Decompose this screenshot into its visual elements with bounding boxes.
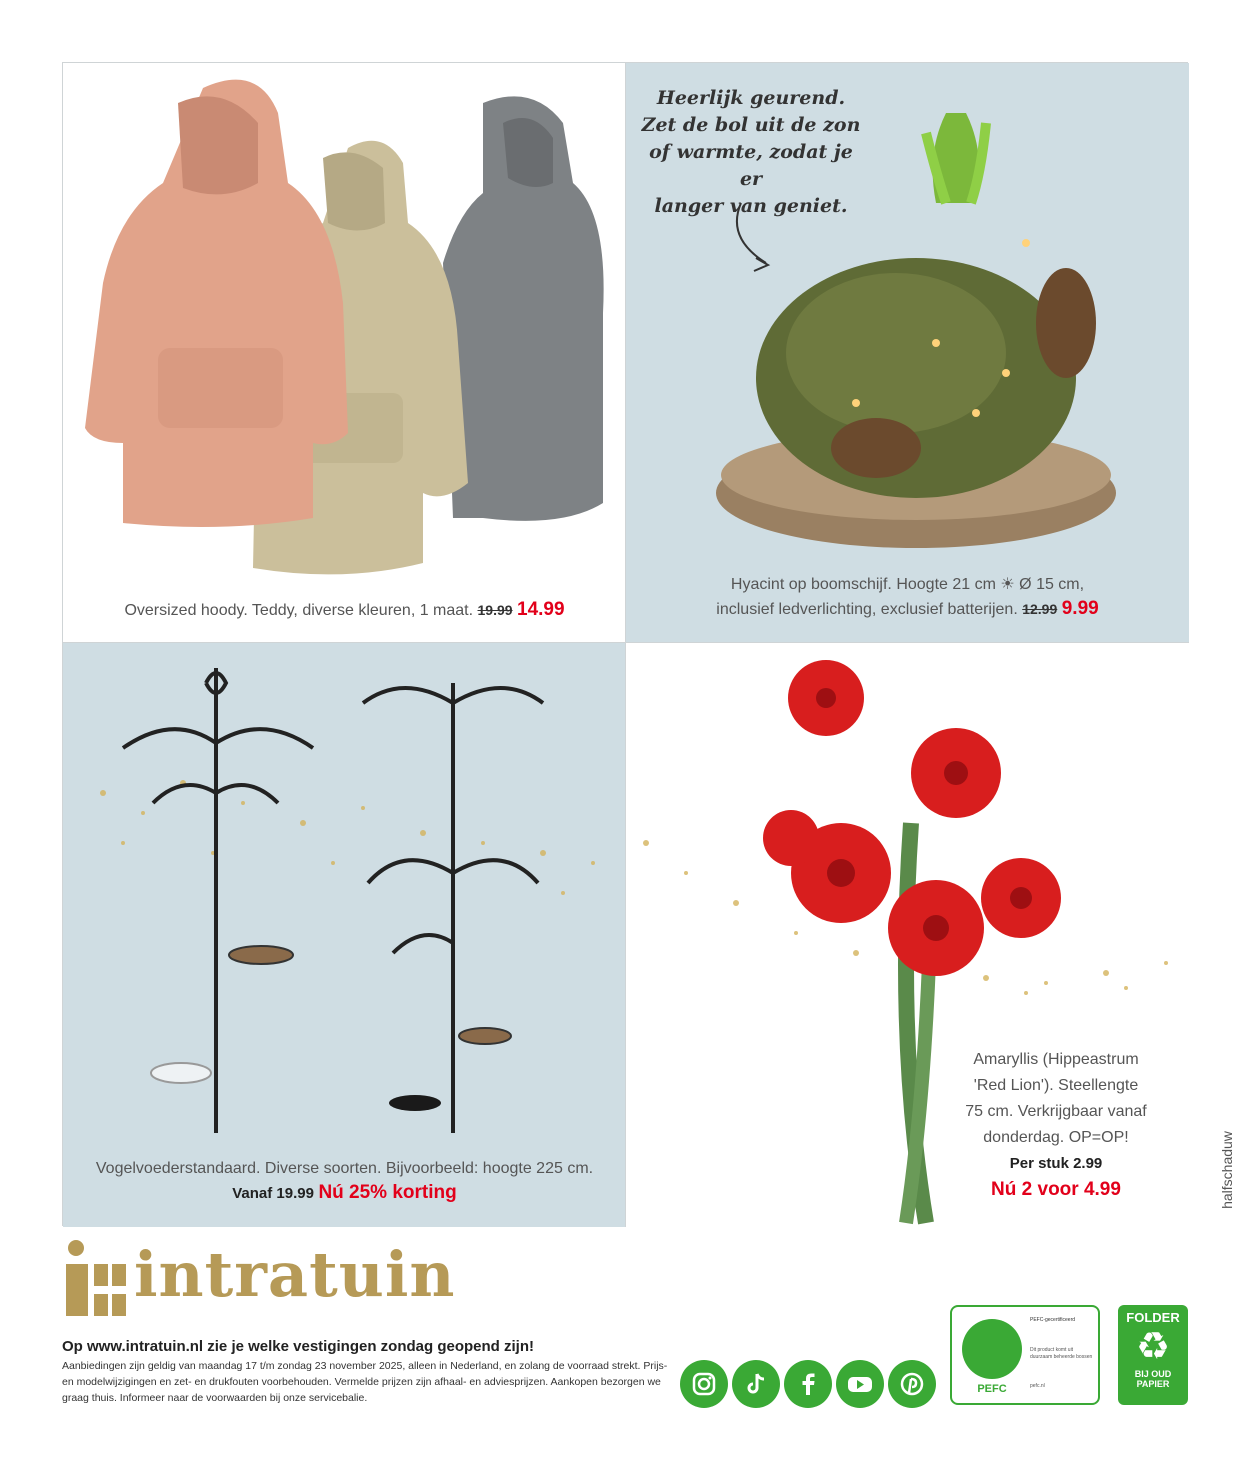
hoody-illustration xyxy=(63,63,626,603)
pefc-badge xyxy=(950,1305,1100,1405)
left-bird-feeder-image xyxy=(123,668,313,1133)
intratuin-logo-mark-icon xyxy=(62,1238,130,1322)
product-card-vogelvoeder[interactable] xyxy=(63,643,626,1227)
product-card-hyacint[interactable] xyxy=(626,63,1189,643)
grey-hoody-image xyxy=(443,96,604,521)
amaryllis-per-piece: Per stuk 2.99 xyxy=(1009,1155,1103,1172)
hoody-new-price: 14.99 xyxy=(517,599,565,620)
folder-label: FOLDER xyxy=(1126,1310,1180,1325)
amaryllis-caption xyxy=(946,1047,1166,1203)
recycle-icon: ♻ xyxy=(1135,1326,1171,1368)
facebook-icon[interactable] xyxy=(784,1360,832,1408)
folder-bottom-1: BIJ OUD xyxy=(1134,1369,1172,1379)
hoody-caption xyxy=(63,598,626,623)
amaryllis-offer: Nú 2 voor 4.99 xyxy=(991,1179,1121,1200)
pefc-logo-icon xyxy=(962,1319,1022,1379)
pine-cone-image xyxy=(1036,268,1096,378)
product-card-hoody[interactable] xyxy=(63,63,626,643)
vogelvoeder-discount: Nú 25% korting xyxy=(318,1182,457,1203)
pefc-site: pefc.nl xyxy=(1030,1383,1045,1389)
hyacint-description-line2 xyxy=(626,597,1189,622)
half-shade-icon: ☀ xyxy=(1000,576,1015,593)
hoody-old-price: 19.99 xyxy=(477,602,513,618)
gold-sparkles-decoration xyxy=(100,780,595,895)
vogelvoeder-from-price: Vanaf 19.99 xyxy=(232,1185,314,1202)
product-card-amaryllis[interactable] xyxy=(626,643,1189,1227)
pine-cone-image xyxy=(831,418,921,478)
footer-headline: Op www.intratuin.nl zie je welke vestigingen zondag geopend zijn! xyxy=(62,1338,534,1355)
feeder-tray-image xyxy=(459,1028,511,1044)
amaryllis-line: donderdag. OP=OP! xyxy=(983,1129,1129,1146)
pefc-label: PEFC xyxy=(977,1383,1007,1395)
bird-feeder-illustration xyxy=(63,643,626,1143)
footer-small-print: Aanbiedingen zijn geldig van maandag 17 t/m zondag 23 november 2025, alleen in Nederland, en zolang de voorraad strekt. Prijs- en modelwijzigingen en zet- en drukfouten voorbehouden. Vermelde prijzen zijn afhaal- en adviesprijzen. Aankopen bezorgen we graag thuis. Informeer naar de voorwaarden bij onze servicebalie. xyxy=(62,1360,668,1404)
pefc-certified: PEFC-gecertificeerd xyxy=(1030,1317,1076,1323)
pefc-note: Dit product komt uit duurzaam beheerde bossen xyxy=(1030,1347,1093,1360)
recycle-folder-badge xyxy=(1118,1305,1188,1405)
water-bowl-image xyxy=(151,1063,211,1083)
hyacint-note-line: Zet de bol uit de zon xyxy=(641,114,861,136)
hyacint-height: Hyacint op boomschijf. Hoogte 21 cm xyxy=(730,576,996,593)
arrow-icon xyxy=(737,203,766,263)
pinterest-icon[interactable] xyxy=(888,1360,936,1408)
light-requirement-note xyxy=(1212,1110,1242,1230)
hyacint-old-price: 12.99 xyxy=(1022,601,1058,617)
hyacint-note-line: of warmte, zodat je er xyxy=(649,141,853,190)
pink-hoody-image xyxy=(85,80,348,527)
amaryllis-line: Amaryllis (Hippeastrum xyxy=(973,1051,1139,1068)
instagram-icon[interactable] xyxy=(680,1360,728,1408)
feeder-bowl-image xyxy=(389,1095,441,1111)
amaryllis-line: 'Red Lion'). Steellengte xyxy=(973,1077,1139,1094)
hyacint-diameter: Ø 15 cm, xyxy=(1019,576,1085,593)
product-grid xyxy=(62,62,1188,1226)
feeder-tray-image xyxy=(229,946,293,964)
intratuin-logo[interactable] xyxy=(62,1238,456,1322)
folder-bottom-2: PAPIER xyxy=(1136,1379,1170,1389)
youtube-icon[interactable] xyxy=(836,1360,884,1408)
vogelvoeder-caption xyxy=(63,1157,626,1206)
hyacint-note-line: Heerlijk geurend. xyxy=(656,87,846,109)
hyacint-new-price: 9.99 xyxy=(1061,598,1099,619)
hyacint-lighting: inclusief ledverlichting, exclusief batterijen. xyxy=(716,601,1018,618)
tiktok-icon[interactable] xyxy=(732,1360,780,1408)
amaryllis-flower-image xyxy=(763,660,1061,976)
brand-name: intratuin xyxy=(134,1238,456,1311)
hyacint-caption xyxy=(626,573,1189,622)
vogelvoeder-description: Vogelvoederstandaard. Diverse soorten. Bijvoorbeeld: hoogte 225 cm. xyxy=(95,1160,594,1177)
right-bird-feeder-image xyxy=(363,683,543,1133)
half-shade-label: halfschaduw xyxy=(1219,1131,1235,1209)
hoody-description: Oversized hoody. Teddy, diverse kleuren, 1 maat. xyxy=(124,602,474,619)
hyacint-description-line1 xyxy=(626,573,1189,597)
amaryllis-line: 75 cm. Verkrijgbaar vanaf xyxy=(965,1103,1147,1120)
hyacint-note-line: langer van geniet. xyxy=(654,195,848,217)
hyacint-illustration xyxy=(626,63,1189,563)
